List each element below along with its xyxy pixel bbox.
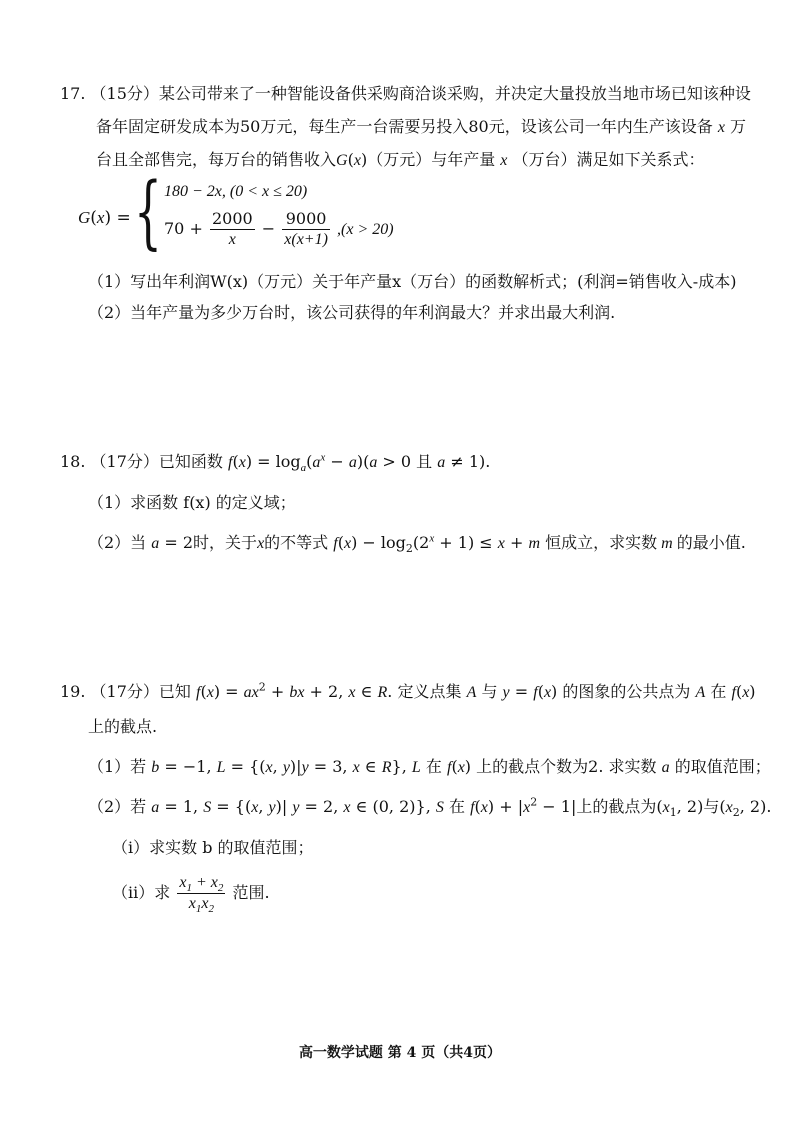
q17-line3-end: （万台）满足如下关系式： xyxy=(512,150,705,169)
formula-lhs: G(x) = xyxy=(78,208,131,228)
q19-line2: 上的截点. xyxy=(88,717,158,736)
fraction-2000-x xyxy=(210,209,255,250)
q17-part2: （2）当年产量为多少万台时，该公司获得的年利润最大？并求出最大利润. xyxy=(88,303,616,322)
q18-line1 xyxy=(60,450,490,475)
fx: f(x) xyxy=(446,757,472,776)
frac-den: x xyxy=(228,231,236,248)
q19-function-def: $f(x) = ax^2$ + bx + 2, x ∈ R xyxy=(196,680,388,701)
case2-tail: ,(x > 20) xyxy=(337,221,394,238)
case2-lead: 70 + xyxy=(164,219,203,238)
q18-part2 xyxy=(88,531,746,556)
q18-function-def: $f(x) = \log_a(a^x - a)(a > 0$ 且 a ≠ 1) xyxy=(228,451,486,475)
q19-line1 xyxy=(60,680,756,705)
var-x: x xyxy=(500,152,508,169)
q18-part2-e: 的最小值. xyxy=(676,533,746,552)
frac-num: $x_1 + x_2$ xyxy=(179,874,224,895)
q19-part1-b: 在 xyxy=(425,757,442,776)
q19-sub2 xyxy=(112,872,270,914)
q19-part2-c: 上的截点为 xyxy=(576,797,657,816)
q17-line3 xyxy=(96,148,705,173)
inequality: $f(x) - \log_2(2^x + 1) \le x + m$ xyxy=(333,532,541,556)
q17-line1: 17. （15分）某公司带来了一种智能设备供采购商洽谈采购，并决定大量投放当地市场已知该种设 xyxy=(60,84,751,103)
q17-line2-text: 备年固定研发成本为50万元，每生产一台需要另投入80元，设该公司一年内生产该设备 xyxy=(96,117,713,136)
var-A: A xyxy=(466,684,477,701)
fx: f(x) xyxy=(731,682,756,701)
frac-num: 9000 xyxy=(282,209,330,230)
q19-part1-d: 的取值范围； xyxy=(674,757,771,776)
cond-a-eq-2: a = 2 xyxy=(151,533,194,552)
q17-line3-mid: （万元）与年产量 xyxy=(367,150,496,169)
q19-sub1: （i）求实数 b 的取值范围； xyxy=(112,838,314,857)
q19-part1 xyxy=(88,755,771,780)
q18-line1-text: 18. （17分）已知函数 xyxy=(60,452,223,471)
q19-part1-c: 上的截点个数为2. 求实数 xyxy=(476,757,657,776)
set-S-def: a = 1, S = {(x, y)| y = 2, x ∈ (0, 2)}, S xyxy=(151,797,444,816)
fx-plus-abs: $f(x) + |x^2 - 1|$ xyxy=(470,795,577,816)
q18-part2-c: 的不等式 xyxy=(264,533,329,552)
q19-sub2-a: （ii）求 xyxy=(112,883,171,902)
var-m: m xyxy=(657,535,677,552)
q19-line1-b: . 定义点集 xyxy=(387,682,462,701)
q19-part2-a: （2）若 xyxy=(88,797,147,816)
q19-part2-d: 与 xyxy=(703,797,720,816)
q19-line1-a: 19. （17分）已知 xyxy=(60,682,191,701)
q19-sub2-b: 范围. xyxy=(232,883,270,902)
q18-line1-end: . xyxy=(485,452,491,471)
point-x2: ($x_2$, 2). xyxy=(719,797,772,820)
q19-line1-d: 的图象的公共点为 xyxy=(562,682,691,701)
q19-line1-c: 与 xyxy=(481,682,498,701)
q19-part2 xyxy=(88,795,771,820)
fraction-9000 xyxy=(282,209,330,250)
fraction-sum-over-product xyxy=(177,873,225,914)
minus-sign: − xyxy=(261,219,276,238)
func-Gx: G xyxy=(336,152,348,169)
q18-part2-a: （2）当 xyxy=(88,533,147,552)
var-a: a xyxy=(661,759,670,776)
page-footer: 高一数学试题 第 4 页（共4页） xyxy=(298,1045,502,1061)
case-1: 180 − 2x, (0 < x ≤ 20) xyxy=(164,183,308,200)
var-x: x xyxy=(717,119,725,136)
paren-x: (x) xyxy=(347,150,368,169)
point-x1: ($x_1$, 2) xyxy=(656,797,704,820)
q19-part1-a: （1）若 xyxy=(88,757,147,776)
q19-line1-e: 在 xyxy=(710,682,727,701)
q17-line2 xyxy=(96,115,746,140)
piecewise-formula xyxy=(72,165,394,258)
set-L-def: b = −1, L = {(x, y)|y = 3, x ∈ R}, L xyxy=(151,757,421,776)
q18-part2-b: 时，关于 xyxy=(193,533,258,552)
frac-num: 2000 xyxy=(211,209,253,228)
var-x: x xyxy=(257,535,265,552)
var-A: A xyxy=(695,684,706,701)
q18-part1: （1）求函数 f(x) 的定义域； xyxy=(88,493,296,512)
brace-icon: { xyxy=(134,165,162,258)
q18-part2-d: 恒成立，求实数 xyxy=(545,533,658,552)
q17-line2-end: 万 xyxy=(730,117,747,136)
case-2 xyxy=(164,208,394,251)
q17-line3-text: 台且全部售完，每万台的销售收入 xyxy=(96,150,337,169)
q17-part1: （1）写出年利润W(x)（万元）关于年产量x（万台）的函数解析式；(利润=销售收入-成本) xyxy=(88,272,737,291)
q19-part2-b: 在 xyxy=(448,797,465,816)
y-eq-fx: y = f(x) xyxy=(502,682,558,701)
frac-den: x(x+1) xyxy=(284,231,328,248)
frac-den: $x_1x_2$ xyxy=(188,895,214,916)
